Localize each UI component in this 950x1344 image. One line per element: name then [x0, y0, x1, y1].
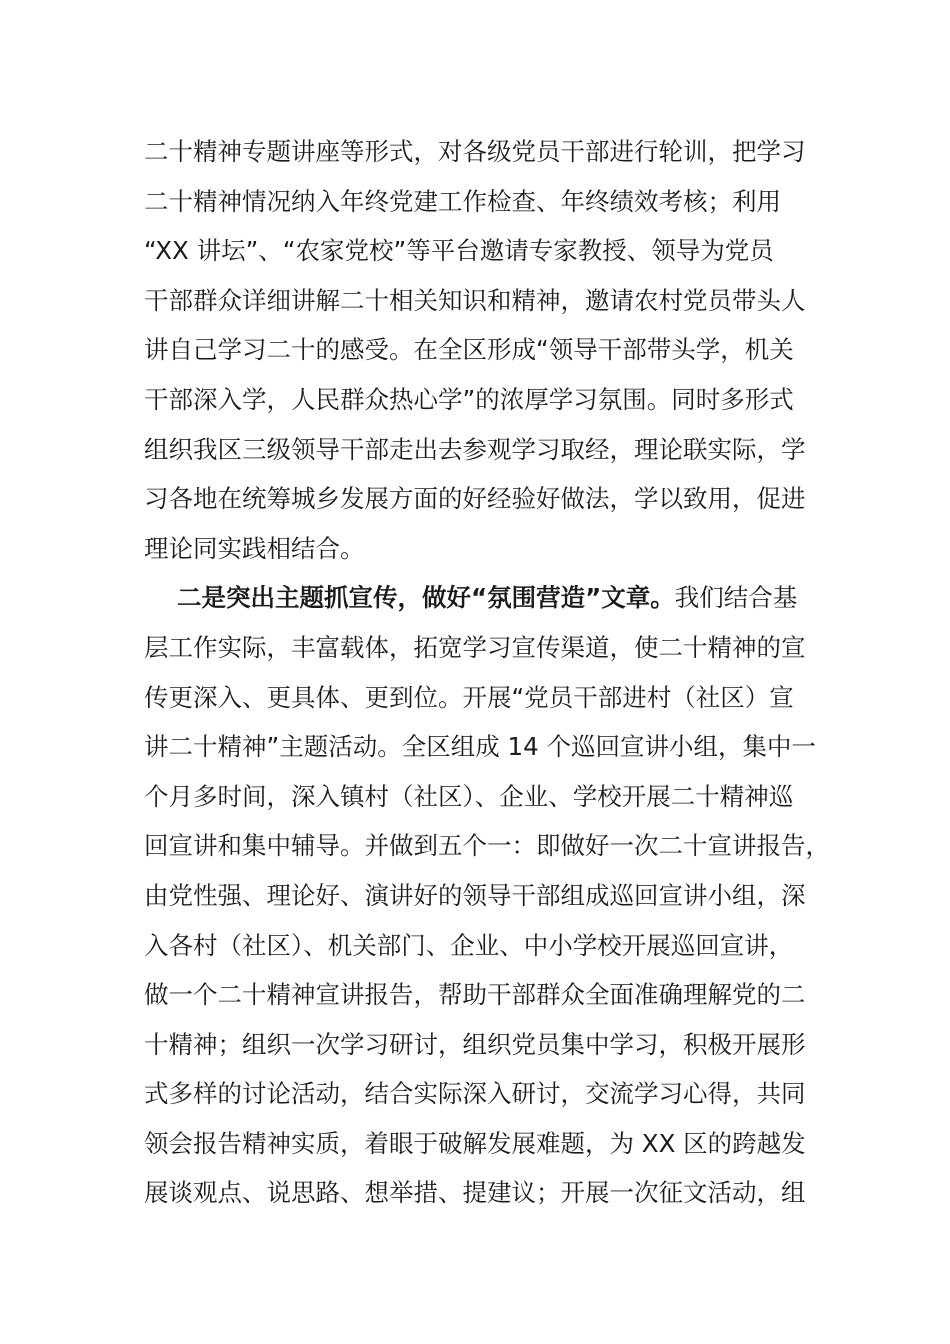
- text-line: 组织我区三级领导干部走出去参观学习取经，理论联实际，学: [144, 434, 806, 464]
- text-line: 二十精神专题讲座等形式，对各级党员干部进行轮训，把学习: [144, 137, 806, 166]
- text-line: 式多样的讨论活动，结合实际深入研讨，交流学习心得，共同: [144, 1079, 806, 1109]
- text-line: 习各地在统筹城乡发展方面的好经验好做法，学以致用，促进: [144, 484, 806, 514]
- text-line: “XX 讲坛”、“农家党校”等平台邀请专家教授、领导为党员: [144, 236, 774, 266]
- text-line: 回宣讲和集中辅导。并做到五个一：即做好一次二十宣讲报告，: [144, 831, 830, 861]
- text-line: 干部深入学，人民群众热心学”的浓厚学习氛围。同时多形式: [144, 384, 794, 414]
- paragraph-first-line: [144, 573, 824, 623]
- paragraph-heading: 二是突出主题抓宣传，做好“氛围营造”文章。: [177, 583, 675, 613]
- text-line: 传更深入、更具体、更到位。开展“党员干部进村（社区）宣: [144, 682, 794, 712]
- text-line: 干部群众详细讲解二十相关知识和精神，邀请农村党员带头人: [144, 285, 806, 315]
- text-line: 做一个二十精神宣讲报告，帮助干部群众全面准确理解党的二: [144, 980, 806, 1010]
- text-line: 二十精神情况纳入年终党建工作检查、年终绩效考核；利用: [144, 186, 781, 216]
- text-line: 个月多时间，深入镇村（社区）、企业、学校开展二十精神巡: [144, 781, 794, 811]
- text-line: 由党性强、理论好、演讲好的领导干部组成巡回宣讲小组，深: [144, 880, 806, 910]
- text-line: 层工作实际，丰富载体，拓宽学习宣传渠道，使二十精神的宣: [144, 632, 806, 662]
- paragraph-lead-text: 我们结合基: [674, 583, 798, 613]
- document-body: [144, 127, 830, 1218]
- text-line: 展谈观点、说思路、想举措、提建议；开展一次征文活动，组: [144, 1178, 806, 1208]
- text-line: 理论同实践相结合。: [144, 533, 365, 563]
- text-line: 讲自己学习二十的感受。在全区形成“领导干部带头学，机关: [144, 335, 794, 365]
- text-line: 讲二十精神”主题活动。全区组成 14 个巡回宣讲小组，集中一: [144, 732, 816, 762]
- text-line: 入各村（社区）、机关部门、企业、中小学校开展巡回宣讲，: [144, 930, 794, 960]
- text-line: 领会报告精神实质，着眼于破解发展难题，为 XX 区的跨越发: [144, 1128, 806, 1158]
- text-line: 十精神；组织一次学习研讨，组织党员集中学习，积极开展形: [144, 1029, 806, 1059]
